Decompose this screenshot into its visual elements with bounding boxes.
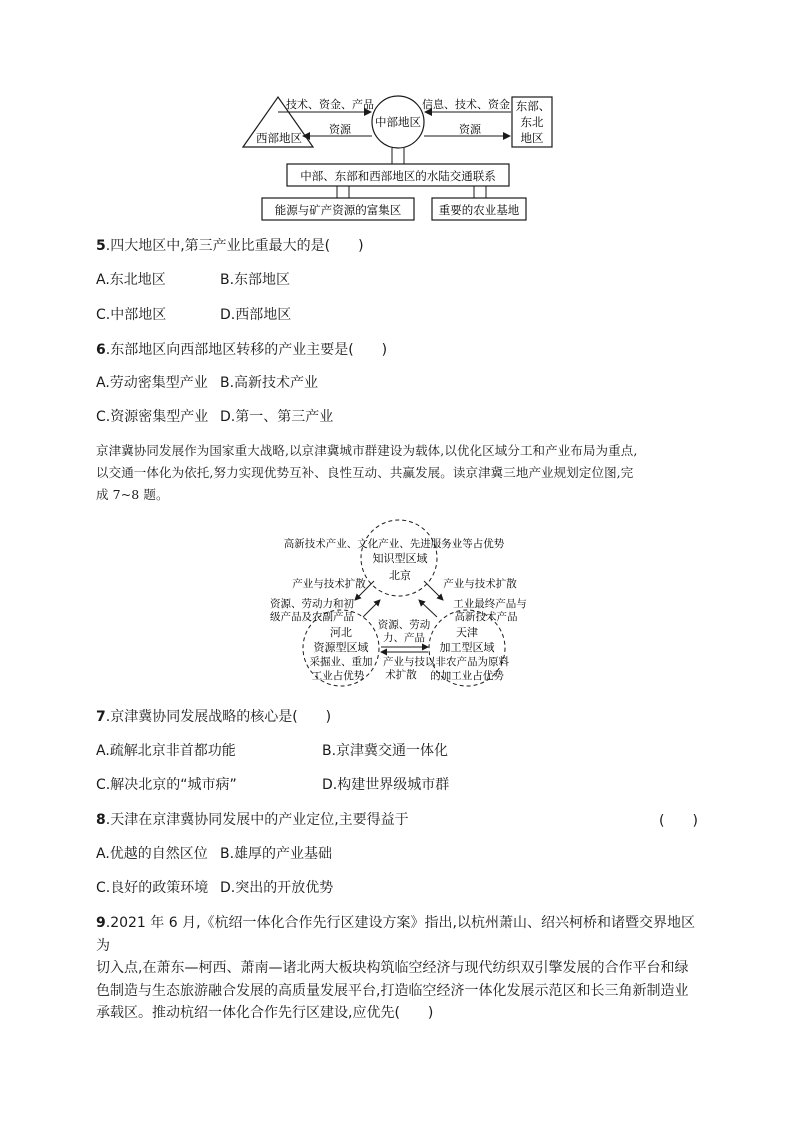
east-region-label-1: 东部、 (515, 99, 551, 113)
q5-option-d[interactable]: D.西部地区 (220, 307, 292, 323)
tj-to-bj-label-2: 高新技术产品 (454, 611, 518, 623)
q8-option-c[interactable]: C.良好的政策环境 (96, 880, 209, 896)
tianjin-adv-2: 的加工业占优势 (430, 670, 504, 682)
arrow-hb-to-bj (363, 600, 380, 617)
arrow-central-to-west-label: 资源 (329, 123, 351, 136)
tj-to-bj-label-1: 工业最终产品与 (453, 598, 527, 610)
question-5-number: 5 (96, 238, 106, 254)
hebei-name: 河北 (330, 626, 352, 639)
arrow-central-to-east-label: 资源 (459, 123, 481, 136)
hb-to-bj-label-2: 级产品及农副产品 (270, 611, 354, 623)
mid-top-label-2: 力、产品 (383, 632, 425, 644)
question-5-text: .四大地区中,第三产业比重最大的是( ) (105, 238, 364, 254)
west-region-label: 西部地区 (256, 131, 302, 145)
q8-option-a[interactable]: A.优越的自然区位 (96, 846, 208, 862)
q8-option-d[interactable]: D.突出的开放优势 (220, 880, 334, 896)
question-6-text: .东部地区向西部地区转移的产业主要是( ) (105, 342, 388, 358)
question-7 (96, 707, 331, 727)
q5-option-a[interactable]: A.东北地区 (96, 272, 166, 288)
east-region-label-2: 东北 (520, 115, 544, 129)
mid-bot-label-1: 产业与技 (383, 656, 425, 668)
agri-box-label: 重要的农业基地 (438, 203, 520, 217)
q7-option-d[interactable]: D.构建世界级城市群 (322, 777, 450, 793)
q6-option-b[interactable]: B.高新技术产业 (220, 375, 319, 391)
hb-to-bj-label-1: 资源、劳动力和初 (270, 598, 354, 610)
transport-box-label: 中部、东部和西部地区的水陆交通联系 (300, 169, 496, 183)
left-diffuse-label: 产业与技术扩散 (292, 578, 366, 590)
q8-option-b[interactable]: B.雄厚的产业基础 (220, 846, 333, 862)
arrow-west-to-central-label: 技术、资金、产品 (286, 98, 374, 111)
question-9-line-2: 切入点,在萧东—柯西、萧南—诸北两大板块构筑临空经济与现代纺织双引擎发展的合作平台和绿 (96, 960, 689, 976)
passage-line-2: 以交通一体化为依托,努力实现优势互补、良性互动、共赢发展。读京津冀三地产业规划定位图,完 (96, 465, 634, 480)
mid-top-label-1: 资源、劳动 (377, 619, 431, 631)
arrow-tj-to-bj (419, 600, 437, 617)
question-6-number: 6 (96, 342, 106, 358)
q5-option-b[interactable]: B.东部地区 (220, 272, 291, 288)
question-9 (96, 912, 700, 1025)
q7-option-c[interactable]: C.解决北京的“城市病” (96, 777, 237, 793)
hebei-adv-1: 采掘业、重加 (309, 656, 373, 668)
question-9-line-3: 色制造与生态旅游融合发展的高质量发展平台,打造临空经济一体化发展示范区和长三角新制造业 (96, 982, 689, 999)
question-7-text: .京津冀协同发展战略的核心是( ) (105, 709, 332, 725)
question-9-line-4: 承载区。推动杭绍一体化合作先行区建设,应优先( ) (96, 1005, 434, 1021)
beijing-type: 知识型区域 (372, 552, 428, 565)
arrow-east-to-central-label: 信息、技术、资金 (422, 98, 510, 111)
beijing-name: 北京 (389, 569, 411, 582)
passage-line-3: 成 7~8 题。 (96, 487, 169, 502)
question-8-number: 8 (96, 812, 106, 828)
tianjin-type: 加工型区域 (439, 641, 495, 654)
q7-option-b[interactable]: B.京津冀交通一体化 (322, 743, 449, 759)
tianjin-name: 天津 (456, 626, 478, 639)
mid-bot-label-2: 术扩散 (385, 669, 417, 681)
q6-option-d[interactable]: D.第一、第三产业 (220, 409, 334, 425)
question-9-number: 9 (96, 915, 106, 931)
passage-line-1: 京津冀协同发展作为国家重大战略,以京津冀城市群建设为载体,以优化区域分工和产业布局为重点, (96, 443, 638, 458)
resource-box-label: 能源与矿产资源的富集区 (274, 203, 402, 217)
q6-option-c[interactable]: C.资源密集型产业 (96, 409, 209, 425)
top-advantage-label: 高新技术产业、文化产业、先进服务业等占优势 (283, 538, 505, 550)
arrow-bj-to-tj (424, 581, 443, 600)
q5-option-c[interactable]: C.中部地区 (96, 307, 167, 323)
right-diffuse-label: 产业与技术扩散 (443, 578, 517, 590)
east-region-label-3: 地区 (520, 131, 544, 145)
question-8 (96, 810, 409, 830)
tianjin-adv-1: 以非农产品为原料 (425, 656, 509, 668)
hebei-adv-2: 工业占优势 (311, 670, 365, 682)
question-9-line-1: .2021 年 6 月,《杭绍一体化合作先行区建设方案》指出,以杭州萧山、绍兴柯桥和诸暨交界地区为 (96, 915, 695, 954)
question-7-number: 7 (96, 709, 106, 725)
q8-answer-paren: ( ) (659, 813, 698, 829)
q6-option-a[interactable]: A.劳动密集型产业 (96, 375, 208, 391)
central-region-label: 中部地区 (375, 115, 421, 129)
hebei-type: 资源型区域 (313, 641, 369, 654)
q7-option-a[interactable]: A.疏解北京非首都功能 (96, 743, 236, 759)
question-8-text: .天津在京津冀协同发展中的产业定位,主要得益于 (105, 812, 409, 828)
